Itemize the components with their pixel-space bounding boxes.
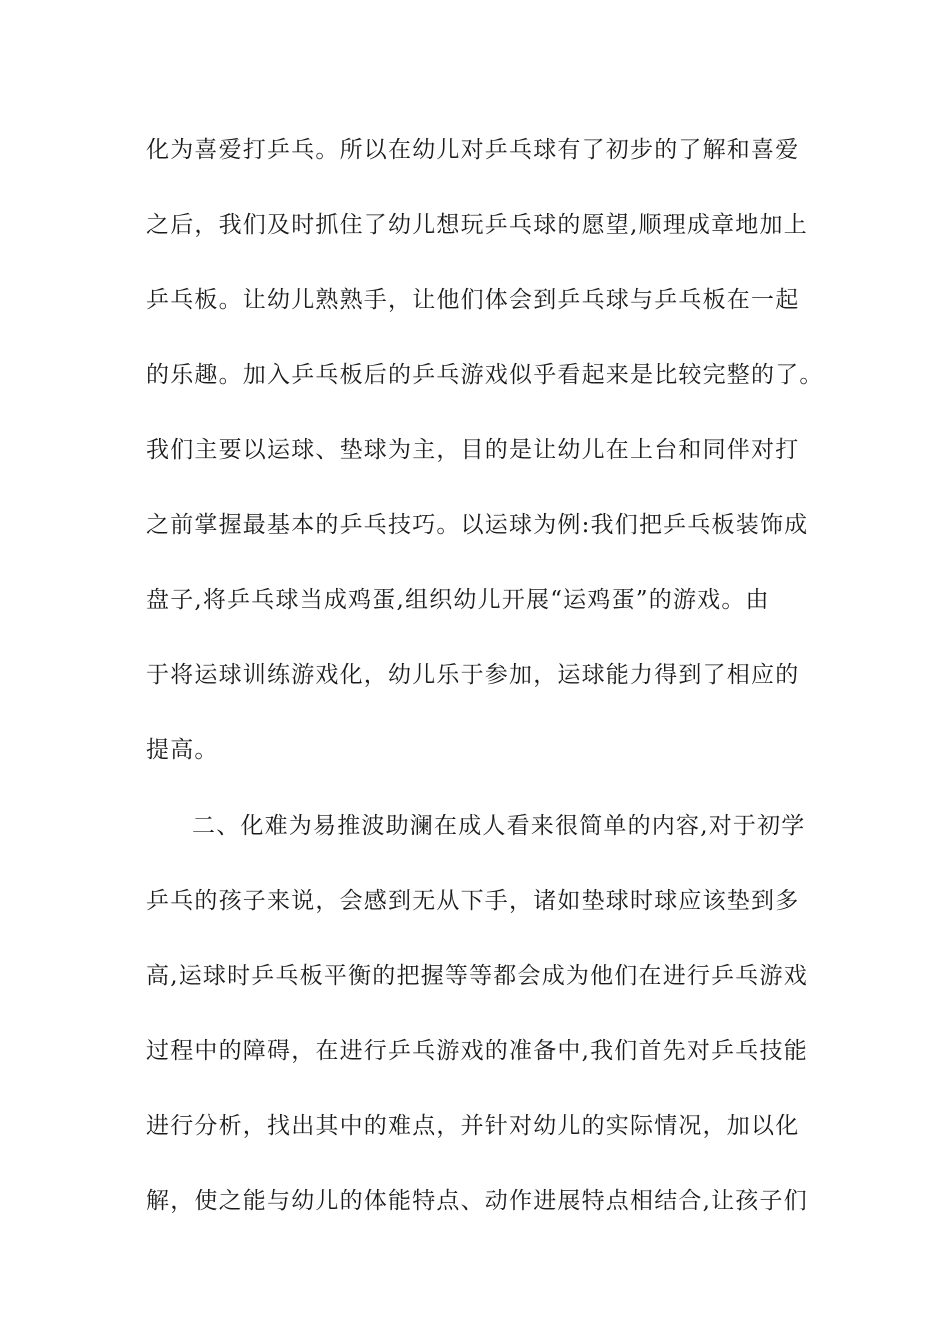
text-line: 乒乓板。让幼儿熟熟手，让他们体会到乒乓球与乒乓板在一起 [146, 287, 800, 313]
text-line: 的乐趣。加入乒乓板后的乒乓游戏似乎看起来是比较完整的了。 [146, 362, 824, 388]
text-line: 于将运球训练游戏化，幼儿乐于参加，运球能力得到了相应的 [146, 662, 800, 688]
text-line: 提高。 [146, 737, 219, 763]
text-line: 之前掌握最基本的乒乓技巧。以运球为例:我们把乒乓板装饰成 [146, 512, 809, 538]
text-line: 盘子,将乒乓球当成鸡蛋,组织幼儿开展“运鸡蛋”的游戏。由 [146, 587, 770, 613]
text-line: 进行分析，找出其中的难点，并针对幼儿的实际情况，加以化 [146, 1113, 800, 1139]
text-line: 过程中的障碍，在进行乒乓游戏的准备中,我们首先对乒乓技能 [146, 1038, 808, 1064]
text-line: 高,运球时乒乓板平衡的把握等等都会成为他们在进行乒乓游戏 [146, 963, 808, 989]
text-line: 之后，我们及时抓住了幼儿想玩乒乓球的愿望,顺理成章地加上 [146, 212, 808, 238]
text-line: 化为喜爱打乒乓。所以在幼儿对乒乓球有了初步的了解和喜爱 [146, 137, 800, 163]
text-line: 解，使之能与幼儿的体能特点、动作进展特点相结合,让孩子们 [146, 1188, 808, 1214]
text-line: 我们主要以运球、垫球为主，目的是让幼儿在上台和同伴对打 [146, 437, 800, 463]
text-line: 乒乓的孩子来说，会感到无从下手，诸如垫球时球应该垫到多 [146, 888, 800, 914]
text-line: 二、化难为易推波助澜在成人看来很简单的内容,对于初学 [192, 813, 806, 839]
